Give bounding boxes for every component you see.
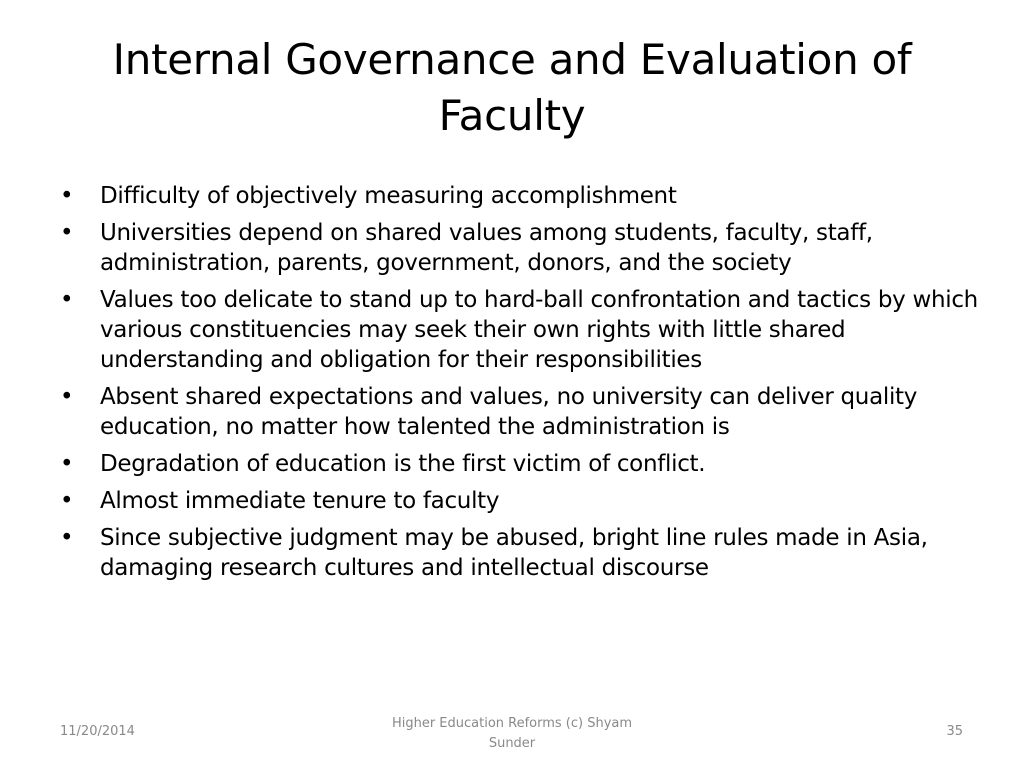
- bullet-item: [60, 523, 985, 583]
- bullet-text: Values too delicate to stand up to hard-ball confrontation and tactics by which various constituencies may seek their own rights with little shared understanding and obligation for their responsibilities: [100, 287, 978, 373]
- bullet-list: [60, 181, 985, 590]
- bullet-dot-icon: •: [60, 183, 74, 209]
- bullet-dot-icon: •: [60, 287, 74, 313]
- bullet-dot-icon: •: [60, 525, 74, 551]
- bullet-item: [60, 218, 985, 278]
- bullet-item: [60, 181, 985, 211]
- bullet-dot-icon: •: [60, 451, 74, 477]
- bullet-item: [60, 449, 985, 479]
- bullet-text: Absent shared expectations and values, no university can deliver quality education, no matter how talented the administration is: [100, 384, 918, 440]
- footer-center-text: Higher Education Reforms (c) Shyam Sunder: [391, 716, 633, 751]
- footer-date: 11/20/2014: [60, 724, 135, 739]
- bullet-dot-icon: •: [60, 220, 74, 246]
- bullet-dot-icon: •: [60, 384, 74, 410]
- bullet-text: Degradation of education is the first victim of conflict.: [100, 451, 706, 477]
- bullet-text: Since subjective judgment may be abused, bright line rules made in Asia, damaging research cultures and intellectual discourse: [100, 525, 928, 581]
- bullet-dot-icon: •: [60, 488, 74, 514]
- bullet-item: [60, 285, 985, 375]
- bullet-text: Universities depend on shared values among students, faculty, staff, administration, parents, government, donors, and the society: [100, 220, 873, 276]
- slide-title: Internal Governance and Evaluation of Faculty: [112, 35, 912, 140]
- footer-page-number: 35: [946, 724, 963, 739]
- bullet-item: [60, 486, 985, 516]
- bullet-text: Almost immediate tenure to faculty: [100, 488, 500, 514]
- bullet-item: [60, 382, 985, 442]
- bullet-text: Difficulty of objectively measuring accomplishment: [100, 183, 677, 209]
